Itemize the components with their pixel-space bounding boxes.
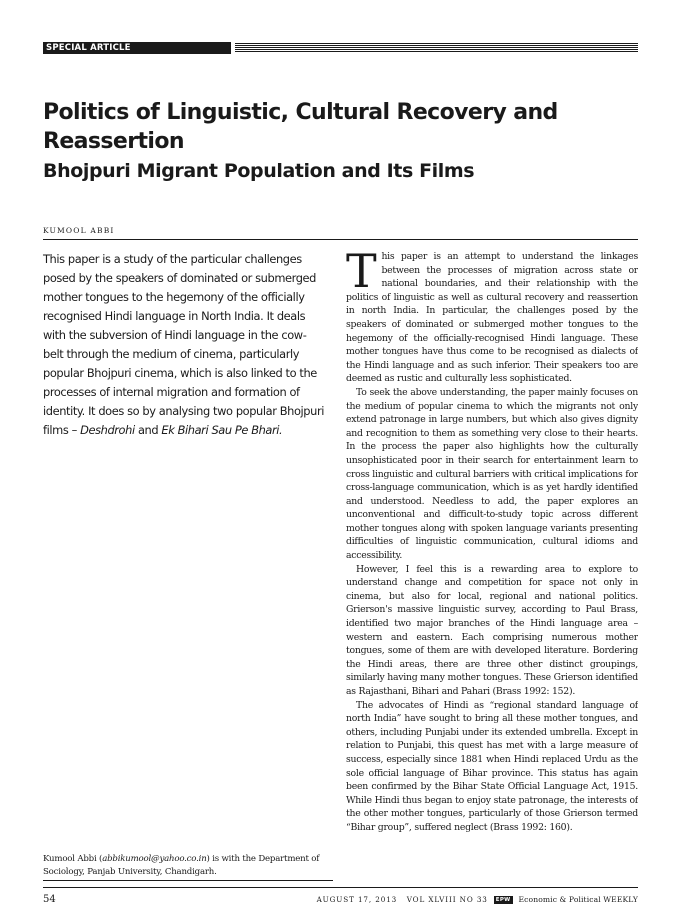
article-subtitle: Bhojpuri Migrant Population and Its Films (43, 160, 475, 182)
page-number: 54 (43, 894, 56, 905)
author-rule (43, 239, 638, 240)
footnote-rule (43, 880, 333, 881)
footnote-prefix: Kumool Abbi ( (43, 854, 103, 864)
footer-rule (43, 887, 638, 888)
section-label: SPECIAL ARTICLE (43, 42, 231, 54)
footnote-suffix: ) is with the Department of Sociology, Panjab University, Chandigarh. (43, 854, 320, 877)
body-paragraph (346, 250, 638, 386)
drop-cap: T (346, 250, 377, 298)
section-decorative-lines (235, 43, 638, 53)
section-header (43, 42, 638, 54)
film-title-2: Ek Bihari Sau Pe Bhari. (161, 423, 283, 437)
article-title: Politics of Linguistic, Cultural Recovery and Reassertion (43, 100, 558, 154)
article-body (346, 250, 638, 886)
abstract-conjunction: and (134, 423, 162, 437)
film-title-1: Deshdrohi (80, 423, 135, 437)
body-paragraph: The advocates of Hindi as “regional standard language of north India” have sought to bring all these mother tongues, and others, including Punjabi under its extended umbrella. Except in relation to Punjabi, this quest has met with a large measure of success, especially since 1881 when Hindi replaced Urdu as the sole official language of Bihar province. This status has again been confirmed by the Bihar State Official Language Act, 1915. While Hindi thus began to enjoy state patronage, the interests of the other mother tongues, particularly of those Grierson termed “Bihar group”, suffered neglect (Brass 1992: 160). (346, 699, 638, 833)
author-footnote (43, 853, 333, 878)
body-paragraph: To seek the above understanding, the paper mainly focuses on the medium of popular cinema to which the migrants not only extend patronage in large numbers, but which also gives dignity and recognition to them as something very close to their hearts. In the process the paper also highlights how the culturally unsophisticated poor in their search for entertainment learn to cross linguistic and cultural barriers with critical implications for cross-language communication, which is as yet hardly identified and understood. Needless to add, the paper explores an unconventional and difficult-to-study topic across different mother tongues along with spoken language variants presenting difficulties of linguistic communication, cultural idioms and accessibility. (346, 386, 638, 562)
epw-logo-badge: EPW (495, 896, 511, 903)
journal-name: Economic & Political WEEKLY (518, 895, 638, 904)
footer-issue-info (317, 895, 638, 904)
issue-date-volume: AUGUST 17, 2013 VOL XLVIII NO 33 (316, 895, 488, 904)
body-paragraph: However, I feel this is a rewarding area to explore to understand change and competition for space not only in cinema, but also for local, regional and national politics. Grierson's massive linguistic survey, according to Paul Brass, identified two major branches of the Hindi language area – western and eastern. Each comprising numerous mother tongues, some of them are with developed literature. Bordering the Hindi areas, there are three other distinct groupings, similarly having many mother tongues. These Grierson identified as Rajasthani, Bihari and Pahari (Brass 1992: 152). (346, 563, 638, 697)
body-paragraph-text: his paper is an attempt to understand the linkages between the processes of migration across state or national boundaries, and their relationship with the politics of linguistic as well as cultural recovery and reassertion in north India. In particular, the challenges posed by the speakers of dominated or submerged mother tongues to the hegemony of the officially-recognised Hindi language. These mother tongues have thus come to be recognised as dialects of the Hindi language and as such inferior. Their speakers too are deemed as rustic and culturally less sophisticated. (346, 251, 638, 385)
author-name: KUMOOL ABBI (43, 226, 115, 235)
author-email[interactable]: abbikumool@yahoo.co.in (102, 854, 207, 864)
abstract-text: This paper is a study of the particular challenges posed by the speakers of dominated or submerged mother tongues to the hegemony of the officially recognised Hindi language in North India. It deals with the subversion of Hindi language in the cow-belt through the medium of cinema, particularly popular Bhojpuri cinema, which is also linked to the processes of internal migration and formation of identity. It does so by analysing two popular Bhojpuri films – (43, 252, 324, 437)
abstract (43, 250, 325, 440)
